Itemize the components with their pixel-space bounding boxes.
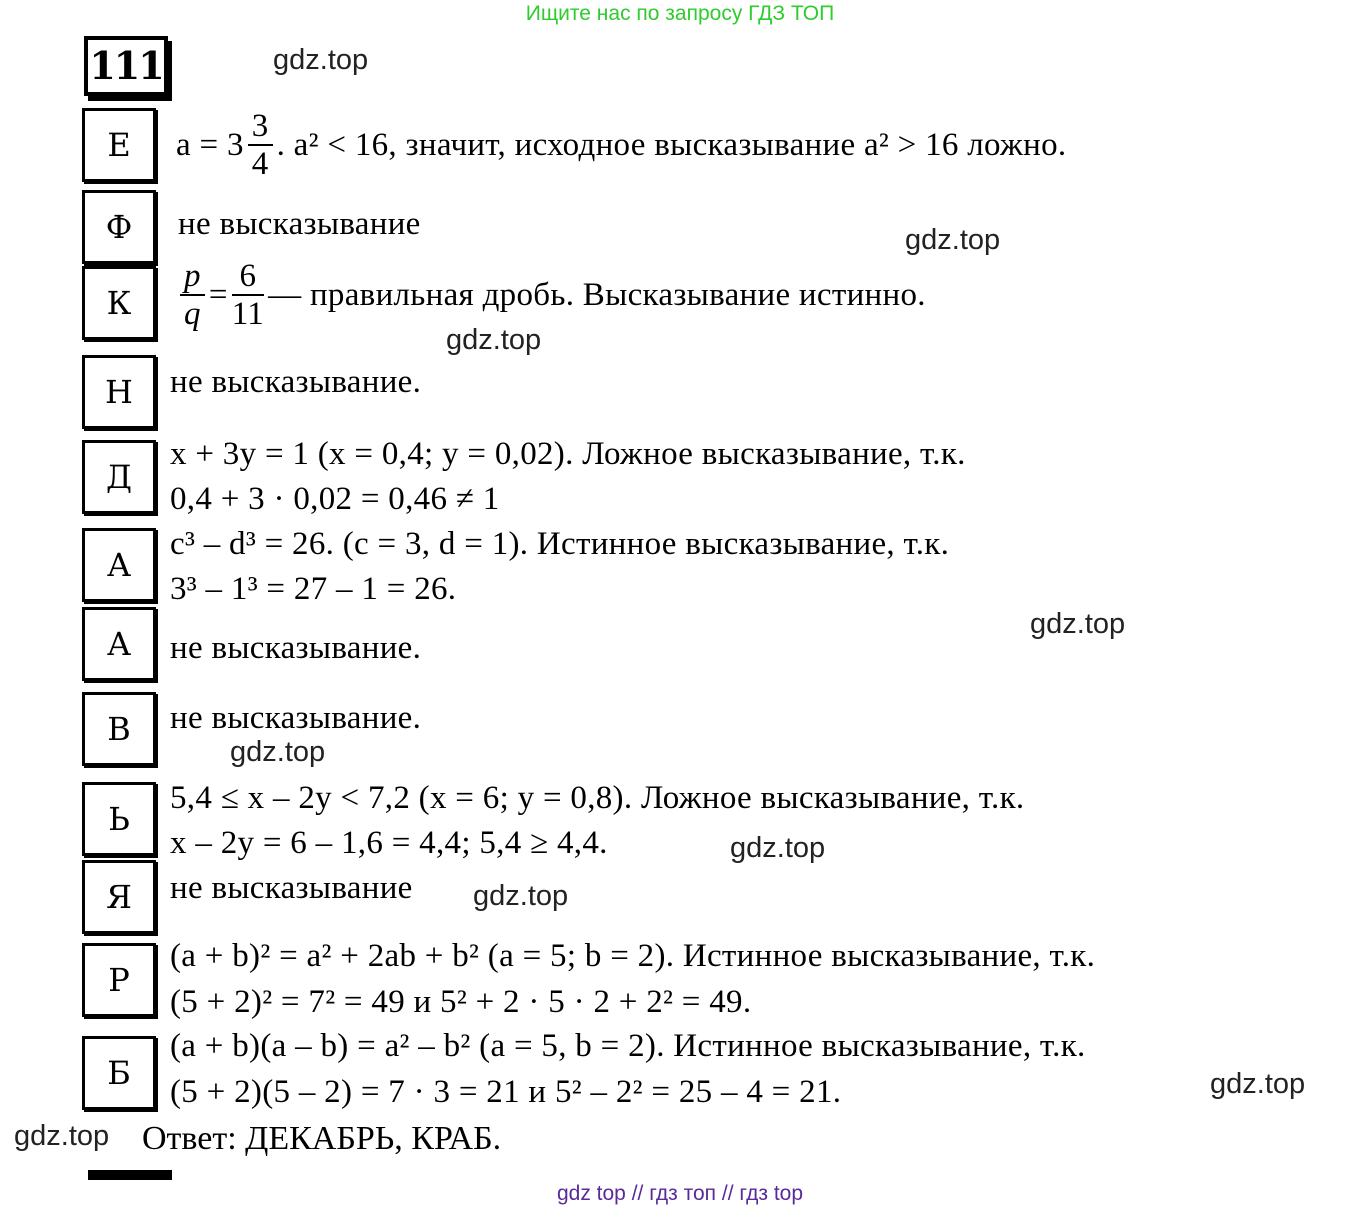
letter-box: Б (82, 1036, 156, 1110)
row-text: 0,4 + 3 · 0,02 = 0,46 ≠ 1 (170, 481, 500, 517)
watermark: gdz.top (1210, 1068, 1306, 1100)
top-banner[interactable]: Ищите нас по запросу ГДЗ ТОП (525, 2, 835, 25)
numerator: 3 (248, 108, 273, 146)
watermark: gdz.top (1030, 608, 1126, 640)
row-text: (5 + 2)² = 7² = 49 и 5² + 2 · 5 · 2 + 2² = 49. (170, 984, 752, 1020)
end-mark (88, 1170, 172, 1180)
watermark: gdz.top (473, 880, 569, 912)
formula: a = 3 (176, 126, 244, 163)
watermark: gdz.top (230, 736, 326, 768)
letter-box: К (82, 266, 156, 340)
denominator: 4 (251, 146, 269, 183)
letter-box: Ф (82, 190, 156, 264)
numerator: p (180, 258, 205, 296)
row-text: 5,4 ≤ x – 2y < 7,2 (x = 6; y = 0,8). Ложное высказывание, т.к. (170, 780, 1025, 816)
numerator: 6 (232, 258, 264, 296)
letter-box: А (82, 528, 156, 602)
fraction (248, 108, 273, 183)
row-text: (a + b)² = a² + 2ab + b² (a = 5; b = 2). Истинное высказывание, т.к. (170, 938, 1096, 974)
row-text: x – 2y = 6 – 1,6 = 4,4; 5,4 ≥ 4,4. (170, 825, 608, 861)
letter-box: Я (82, 860, 156, 934)
letter-box: Ь (82, 782, 156, 856)
fraction (180, 258, 205, 333)
bottom-banner[interactable]: gdz top // гдз топ // гдз top (556, 1182, 804, 1205)
letter-box: Р (82, 943, 156, 1017)
watermark: gdz.top (905, 224, 1001, 256)
row-text: не высказывание. (170, 630, 422, 666)
letter-box: Е (82, 108, 156, 182)
statement: — правильная дробь. Высказывание истинно. (268, 276, 926, 313)
statement: . a² < 16, значит, исходное высказывание a² > 16 ложно. (276, 126, 1067, 163)
answer: Ответ: ДЕКАБРЬ, КРАБ. (142, 1120, 502, 1157)
watermark: gdz.top (14, 1120, 110, 1152)
denominator: 11 (231, 296, 265, 333)
letter-box: Н (82, 355, 156, 429)
row-text: не высказывание (178, 206, 421, 242)
denominator: q (184, 296, 201, 333)
row-e-text (176, 108, 1066, 183)
row-text: не высказывание (170, 870, 413, 906)
row-text: (5 + 2)(5 – 2) = 7 · 3 = 21 и 5² – 2² = 25 – 4 = 21. (170, 1074, 842, 1110)
watermark: gdz.top (273, 44, 369, 76)
row-k-text (176, 258, 926, 333)
row-text: x + 3y = 1 (x = 0,4; y = 0,02). Ложное высказывание, т.к. (170, 436, 966, 472)
watermark: gdz.top (730, 832, 826, 864)
watermark: gdz.top (446, 324, 542, 356)
row-text: не высказывание. (170, 364, 422, 400)
row-text: c³ – d³ = 26. (c = 3, d = 1). Истинное высказывание, т.к. (170, 526, 950, 562)
letter-box: В (82, 692, 156, 766)
fraction (232, 258, 264, 333)
task-number: 111 (84, 36, 168, 96)
row-text: не высказывание. (170, 700, 422, 736)
letter-box: А (82, 607, 156, 681)
equals: = (208, 276, 228, 313)
row-text: (a + b)(a – b) = a² – b² (a = 5, b = 2). Истинное высказывание, т.к. (170, 1028, 1086, 1064)
row-text: 3³ – 1³ = 27 – 1 = 26. (170, 571, 457, 607)
letter-box: Д (82, 440, 156, 514)
